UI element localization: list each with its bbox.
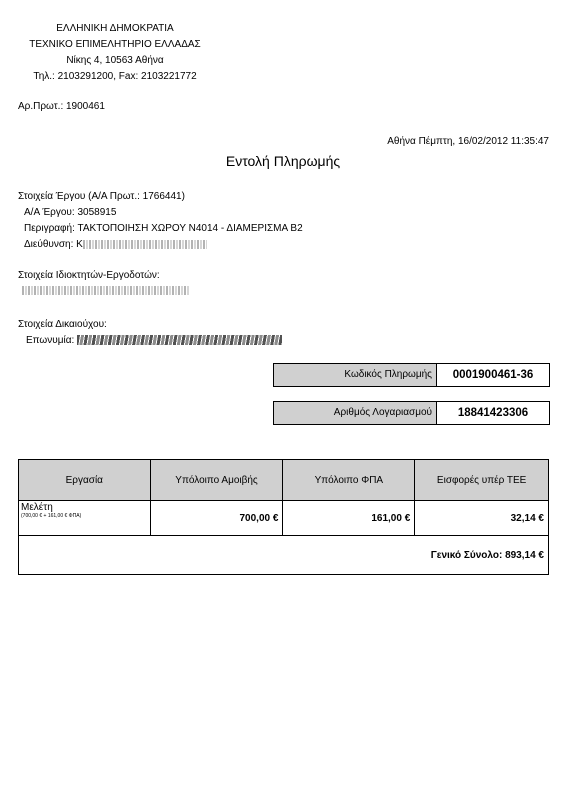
total-row (19, 536, 549, 575)
project-address (24, 239, 207, 250)
redacted-owners (22, 285, 190, 296)
issuer-phone-fax: Τηλ.: 2103291200, Fax: 2103221772 (33, 71, 197, 82)
beneficiary-name-label: Επωνυμία: (26, 335, 75, 346)
protocol-number: Αρ.Πρωτ.: 1900461 (18, 101, 105, 112)
redacted-owner-name (22, 286, 190, 295)
column-header-work: Εργασία (19, 460, 151, 501)
beneficiary-name (26, 335, 282, 346)
issuer-country: ΕΛΛΗΝΙΚΗ ΔΗΜΟΚΡΑΤΙΑ (56, 23, 174, 34)
page-title: Εντολή Πληρωμής (225, 153, 341, 169)
column-header-fee-balance: Υπόλοιπο Αμοιβής (150, 460, 283, 501)
redacted-beneficiary-name (77, 335, 282, 345)
table-header-row (19, 460, 549, 501)
beneficiary-heading: Στοιχεία Δικαιούχου: (18, 319, 107, 330)
date-line: Αθήνα Πέμπτη, 16/02/2012 11:35:47 (387, 136, 549, 147)
owners-heading: Στοιχεία Ιδιοκτητών-Εργοδοτών: (18, 270, 160, 281)
payment-code-label: Κωδικός Πληρωμής (274, 364, 437, 386)
issuer-organization: ΤΕΧΝΙΚΟ ΕΠΙΜΕΛΗΤΗΡΙΟ ΕΛΛΑΔΑΣ (29, 39, 201, 50)
account-number-box (273, 401, 550, 425)
grand-total: Γενικό Σύνολο: 893,14 € (19, 536, 549, 575)
payment-code-box (273, 363, 550, 387)
project-address-label: Διεύθυνση: Κ (24, 239, 83, 250)
tee-contribution-cell: 32,14 € (415, 501, 549, 536)
project-number: Α/Α Έργου: 3058915 (24, 207, 117, 218)
column-header-tee-contributions: Εισφορές υπέρ ΤΕΕ (415, 460, 549, 501)
column-header-vat-balance: Υπόλοιπο ΦΠΑ (283, 460, 415, 501)
account-number-value: 18841423306 (457, 407, 529, 419)
project-description: Περιγραφή: ΤΑΚΤΟΠΟΙΗΣΗ ΧΩΡΟΥ Ν4014 - ΔΙΑΜΕΡΙΣΜΑ Β2 (24, 223, 303, 234)
table-row (19, 501, 549, 536)
work-cell (19, 501, 151, 536)
vat-balance-cell: 161,00 € (283, 501, 415, 536)
project-heading: Στοιχεία Έργου (Α/Α Πρωτ.: 1766441) (18, 191, 185, 202)
work-detail: (700,00 € + 161,00 € ΦΠΑ) (21, 513, 82, 519)
redacted-address (83, 240, 207, 249)
payment-code-value: 0001900461-36 (452, 369, 534, 381)
fee-balance-cell: 700,00 € (150, 501, 283, 536)
work-name: Μελέτη (21, 502, 53, 513)
payment-breakdown-table (18, 459, 549, 575)
account-number-label: Αριθμός Λογαριασμού (274, 402, 437, 424)
issuer-address: Νίκης 4, 10563 Αθήνα (66, 55, 164, 66)
